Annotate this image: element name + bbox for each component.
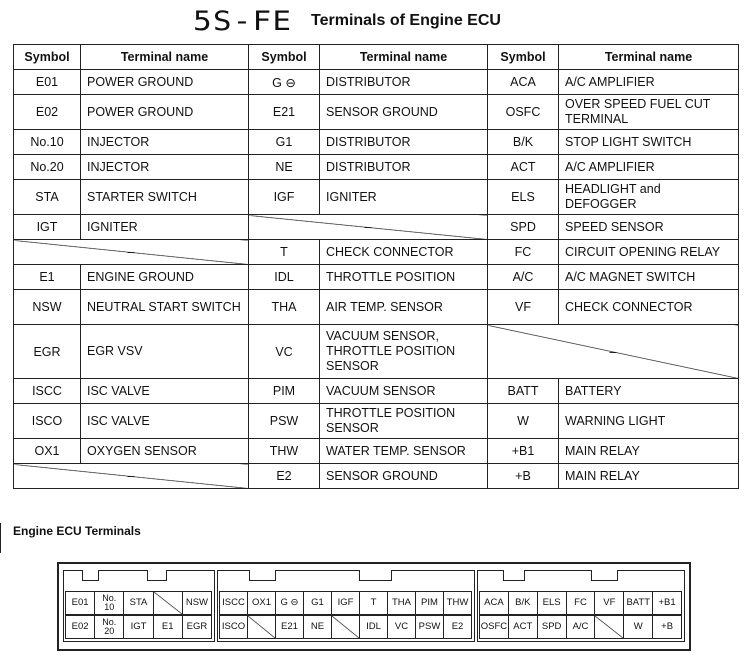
connector-pin: G ⊖ [275, 591, 304, 615]
terminal-symbol: ISCC [14, 379, 81, 404]
terminal-symbol: E1 [14, 265, 81, 290]
terminal-name: IGNITER [320, 180, 488, 215]
terminal-symbol: VC [249, 325, 320, 379]
terminal-symbol: No.20 [14, 155, 81, 180]
connector-pin: NSW [182, 591, 212, 615]
header-symbol: Symbol [14, 45, 81, 70]
terminal-symbol: T [249, 240, 320, 265]
terminal-symbol: STA [14, 180, 81, 215]
table-row [14, 404, 739, 439]
terminal-name: SPEED SENSOR [559, 215, 739, 240]
connector-notch [359, 570, 392, 581]
connector-pin: T [359, 591, 388, 615]
header-symbol: Symbol [249, 45, 320, 70]
terminal-name: A/C AMPLIFIER [559, 155, 739, 180]
terminal-name: POWER GROUND [81, 70, 249, 95]
terminal-name: A/C MAGNET SWITCH [559, 265, 739, 290]
terminal-symbol: E02 [14, 95, 81, 130]
connector-pin: +B [652, 615, 682, 639]
empty-terminal-cell: – [488, 325, 739, 379]
pin-row-top [220, 591, 472, 615]
connector-pin: No. 10 [94, 591, 124, 615]
connector-notch [591, 570, 618, 581]
table-row [14, 155, 739, 180]
connector-pin: PIM [415, 591, 444, 615]
pin-row-bottom [220, 615, 472, 639]
table-row [14, 379, 739, 404]
terminal-symbol: NSW [14, 290, 81, 325]
terminal-symbol: ISCO [14, 404, 81, 439]
terminal-symbol: B/K [488, 130, 559, 155]
table-row [14, 70, 739, 95]
terminal-name: BATTERY [559, 379, 739, 404]
terminal-name: THROTTLE POSITION SENSOR [320, 404, 488, 439]
empty-pin [594, 615, 624, 639]
terminal-symbol: G1 [249, 130, 320, 155]
connector-pin: E2 [443, 615, 472, 639]
title-row [0, 6, 750, 36]
terminal-name: IGNITER [81, 215, 249, 240]
terminal-name: THROTTLE POSITION [320, 265, 488, 290]
terminal-symbol: W [488, 404, 559, 439]
terminal-name: A/C AMPLIFIER [559, 70, 739, 95]
header-terminal-name: Terminal name [81, 45, 249, 70]
connector-pin: E21 [275, 615, 304, 639]
terminal-name: ENGINE GROUND [81, 265, 249, 290]
engine-model: 5S-FE [193, 6, 293, 37]
ecu-connector-diagram [57, 562, 691, 651]
terminal-symbol: NE [249, 155, 320, 180]
connector-pin: ISCC [219, 591, 248, 615]
terminal-symbol: E01 [14, 70, 81, 95]
terminal-symbol: IGF [249, 180, 320, 215]
terminal-symbol: ACT [488, 155, 559, 180]
terminal-symbol: +B [488, 464, 559, 489]
table-row [14, 265, 739, 290]
terminal-symbol: A/C [488, 265, 559, 290]
terminal-name: STARTER SWITCH [81, 180, 249, 215]
terminal-symbol: E2 [249, 464, 320, 489]
terminal-name: POWER GROUND [81, 95, 249, 130]
connector-pin: +B1 [652, 591, 682, 615]
terminal-symbol: VF [488, 290, 559, 325]
terminal-name: DISTRIBUTOR [320, 130, 488, 155]
terminal-name: CHECK CONNECTOR [320, 240, 488, 265]
terminal-name: OXYGEN SENSOR [81, 439, 249, 464]
terminal-symbol: G ⊖ [249, 70, 320, 95]
page-title: Terminals of Engine ECU [311, 12, 501, 29]
connector-pin: FC [566, 591, 596, 615]
terminal-symbol: OSFC [488, 95, 559, 130]
header-terminal-name: Terminal name [559, 45, 739, 70]
connector-pin: THW [443, 591, 472, 615]
connector-pin: E01 [65, 591, 95, 615]
terminal-symbol: E21 [249, 95, 320, 130]
terminal-name: DISTRIBUTOR [320, 155, 488, 180]
caption-bracket [0, 523, 14, 553]
connector-pin: E02 [65, 615, 95, 639]
empty-terminal-cell: – [14, 240, 249, 265]
connector-pin: SPD [537, 615, 567, 639]
terminal-name: CIRCUIT OPENING RELAY [559, 240, 739, 265]
terminal-name: VACUUM SENSOR, THROTTLE POSITION SENSOR [320, 325, 488, 379]
terminal-symbol: THW [249, 439, 320, 464]
terminal-name: WATER TEMP. SENSOR [320, 439, 488, 464]
connector-pin: OX1 [247, 591, 276, 615]
header-symbol: Symbol [488, 45, 559, 70]
terminal-symbol: SPD [488, 215, 559, 240]
terminal-symbol: IDL [249, 265, 320, 290]
connector-pin: THA [387, 591, 416, 615]
connector-group [217, 570, 475, 642]
table-row [14, 180, 739, 215]
connector-pin: B/K [508, 591, 538, 615]
terminal-name: INJECTOR [81, 155, 249, 180]
connector-pin: G1 [303, 591, 332, 615]
connector-pin: IGF [331, 591, 360, 615]
terminal-symbol: PIM [249, 379, 320, 404]
terminal-symbol: PSW [249, 404, 320, 439]
terminal-name: SENSOR GROUND [320, 464, 488, 489]
terminal-name: STOP LIGHT SWITCH [559, 130, 739, 155]
terminal-name: NEUTRAL START SWITCH [81, 290, 249, 325]
connector-notch [82, 570, 99, 581]
connector-pin: ACA [479, 591, 509, 615]
terminal-symbol: EGR [14, 325, 81, 379]
table-header-row [14, 45, 739, 70]
connector-group [63, 570, 215, 642]
connector-pin: W [623, 615, 653, 639]
connector-pin: BATT [623, 591, 653, 615]
table-row [14, 130, 739, 155]
terminal-name: ISC VALVE [81, 379, 249, 404]
connector-pin: IDL [359, 615, 388, 639]
terminal-symbol: OX1 [14, 439, 81, 464]
terminal-symbol: ACA [488, 70, 559, 95]
empty-terminal-cell: – [249, 215, 488, 240]
connector-pin: IGT [123, 615, 153, 639]
table-row [14, 325, 739, 379]
empty-terminal-cell: – [14, 464, 249, 489]
terminal-name: INJECTOR [81, 130, 249, 155]
connector-pin: OSFC [479, 615, 509, 639]
terminal-name: CHECK CONNECTOR [559, 290, 739, 325]
connector-pin: ELS [537, 591, 567, 615]
terminal-symbol: FC [488, 240, 559, 265]
pin-row-bottom [66, 615, 212, 639]
empty-pin [247, 615, 276, 639]
terminal-name: MAIN RELAY [559, 439, 739, 464]
terminal-name: MAIN RELAY [559, 464, 739, 489]
terminal-name: OVER SPEED FUEL CUT TERMINAL [559, 95, 739, 130]
table-row [14, 240, 739, 265]
connector-notch [503, 570, 526, 581]
terminal-symbol: No.10 [14, 130, 81, 155]
connector-pin: EGR [182, 615, 212, 639]
table-row [14, 464, 739, 489]
terminal-name: HEADLIGHT and DEFOGGER [559, 180, 739, 215]
header-terminal-name: Terminal name [320, 45, 488, 70]
terminal-name: AIR TEMP. SENSOR [320, 290, 488, 325]
terminal-name: DISTRIBUTOR [320, 70, 488, 95]
connector-pin: No. 20 [94, 615, 124, 639]
connector-group [477, 570, 685, 642]
empty-pin [153, 591, 183, 615]
pin-row-top [480, 591, 682, 615]
table-row [14, 215, 739, 240]
connector-notch [147, 570, 167, 581]
terminal-name: EGR VSV [81, 325, 249, 379]
connector-pin: ISCO [219, 615, 248, 639]
terminal-symbol: THA [249, 290, 320, 325]
terminal-symbol: +B1 [488, 439, 559, 464]
connector-pin: VC [387, 615, 416, 639]
connector-pin: STA [123, 591, 153, 615]
connector-pin: NE [303, 615, 332, 639]
caption: Engine ECU Terminals [13, 524, 141, 538]
table-row [14, 290, 739, 325]
terminal-symbol: ELS [488, 180, 559, 215]
terminal-name: SENSOR GROUND [320, 95, 488, 130]
connector-pin: VF [594, 591, 624, 615]
connector-pin: E1 [153, 615, 183, 639]
terminal-symbol: IGT [14, 215, 81, 240]
terminal-symbol: BATT [488, 379, 559, 404]
terminal-name: ISC VALVE [81, 404, 249, 439]
connector-pin: PSW [415, 615, 444, 639]
pin-row-bottom [480, 615, 682, 639]
empty-pin [331, 615, 360, 639]
terminal-name: VACUUM SENSOR [320, 379, 488, 404]
terminal-table [13, 44, 739, 489]
table-row [14, 439, 739, 464]
connector-notch [249, 570, 277, 581]
connector-pin: ACT [508, 615, 538, 639]
table-row [14, 95, 739, 130]
pin-row-top [66, 591, 212, 615]
terminal-name: WARNING LIGHT [559, 404, 739, 439]
connector-pin: A/C [566, 615, 596, 639]
